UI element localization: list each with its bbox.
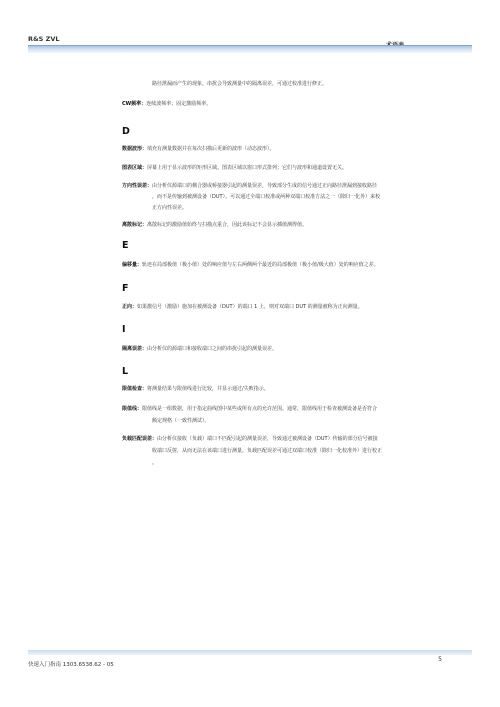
glossary-entry-load-match-error (122, 434, 378, 444)
term: 限值检查： (122, 386, 148, 392)
header-bar (28, 45, 472, 53)
crosstalk-continuation: 路径泄漏而产生的现象。串扰会导致测量中的隔离误差，可通过校准进行修正。 (152, 81, 328, 87)
directivity-continuation-1: ，而不是传输到被测设备（DUT）。可以通过全端口校准或两种双端口校准方法之一（除归一化外）来校 (152, 194, 381, 200)
section-letter-e: E (122, 240, 129, 251)
definition: 连续波频率；固定激励频率。 (146, 101, 212, 107)
limit-line-continuation-1: 额定规格（一致性测试）。 (152, 418, 210, 424)
definition: 由分析仪源端口的耦合器或桥接器引起的测量误差，导致部分生成的信号通过正向路径泄漏到接收路径 (152, 183, 378, 189)
term: 方向性误差： (122, 183, 153, 189)
page-number: 5 (438, 656, 442, 663)
load-match-continuation-1: 收端口反射，从而无法在该端口进行测量。负载匹配误差可通过双端口校准（除归一化校准外）进行校正 (152, 448, 383, 454)
glossary-entry-offset (122, 260, 379, 270)
term: 正向： (122, 304, 138, 310)
header-brand: R&S ZVL (28, 35, 60, 43)
definition: 填充有测量数据并在每次扫描后更新的波形（动态波形）。 (147, 146, 275, 152)
term: 偏移量： (122, 262, 143, 268)
definition: 将测量结果与限值线进行比较，并显示通过/失败指示。 (147, 386, 269, 392)
term: 负载匹配误差： (122, 436, 158, 442)
term: 图表区域： (122, 165, 148, 171)
footer-bar (28, 650, 472, 655)
glossary-entry-diagram-area (122, 163, 347, 173)
term: 隔离误差： (122, 346, 148, 352)
glossary-entry-limit-line (122, 404, 377, 414)
section-letter-f: F (122, 283, 129, 294)
glossary-entry-data-trace (122, 144, 275, 154)
section-letter-d: D (122, 126, 130, 137)
glossary-entry-limit-check (122, 384, 269, 394)
glossary-entry-forward (122, 302, 363, 312)
definition: 如果激信号（激励）施加在被测设备（DUT）的端口 1 上，则对双端口 DUT 的测量被称为正向测量。 (137, 304, 363, 310)
directivity-continuation-2: 正方向性误差。 (152, 205, 188, 211)
term: 离散标记： (122, 222, 148, 228)
definition: 屏幕上用于显示波形的矩形区域。图表区域以窗口形式排列；它们与波形和通道设置无关。 (147, 165, 348, 171)
definition: 离散标记的激励值始终与扫描点重合，因此该标记不会显示插值测得值。 (147, 222, 308, 228)
definition: 由分析仪接收（负载）端口不匹配引起的测量误差，导致通过被测设备（DUT）传输的部分信号被接 (157, 436, 378, 442)
term: 限值线： (122, 406, 143, 412)
glossary-entry-cw-frequency (122, 99, 211, 109)
glossary-entry-isolation-error (122, 344, 277, 354)
section-letter-l: L (122, 366, 129, 377)
glossary-entry-directivity-error (122, 181, 377, 191)
definition: 由分析仪的源端口和接收端口之间的串扰引起的测量误差。 (147, 346, 278, 352)
definition: 轨迹在局部极值（极小值）处的响应值与左右两侧两个最近的局部极值（极小值/极大值）处的响应值之差。 (142, 262, 379, 268)
load-match-continuation-2: 。 (152, 460, 158, 466)
footer-document-id: 快速入门指南 1303.6538.62 - 05 (28, 662, 114, 668)
term: CW频率： (122, 101, 147, 107)
term: 数据波形： (122, 146, 148, 152)
glossary-entry-discrete-marker (122, 220, 307, 230)
definition: 限值线是一组数据，用于指定曲线图中某些或所有点的允许范围。通常，限值线用于检查被测设备是否符合 (142, 406, 378, 412)
section-letter-i: I (122, 324, 126, 335)
